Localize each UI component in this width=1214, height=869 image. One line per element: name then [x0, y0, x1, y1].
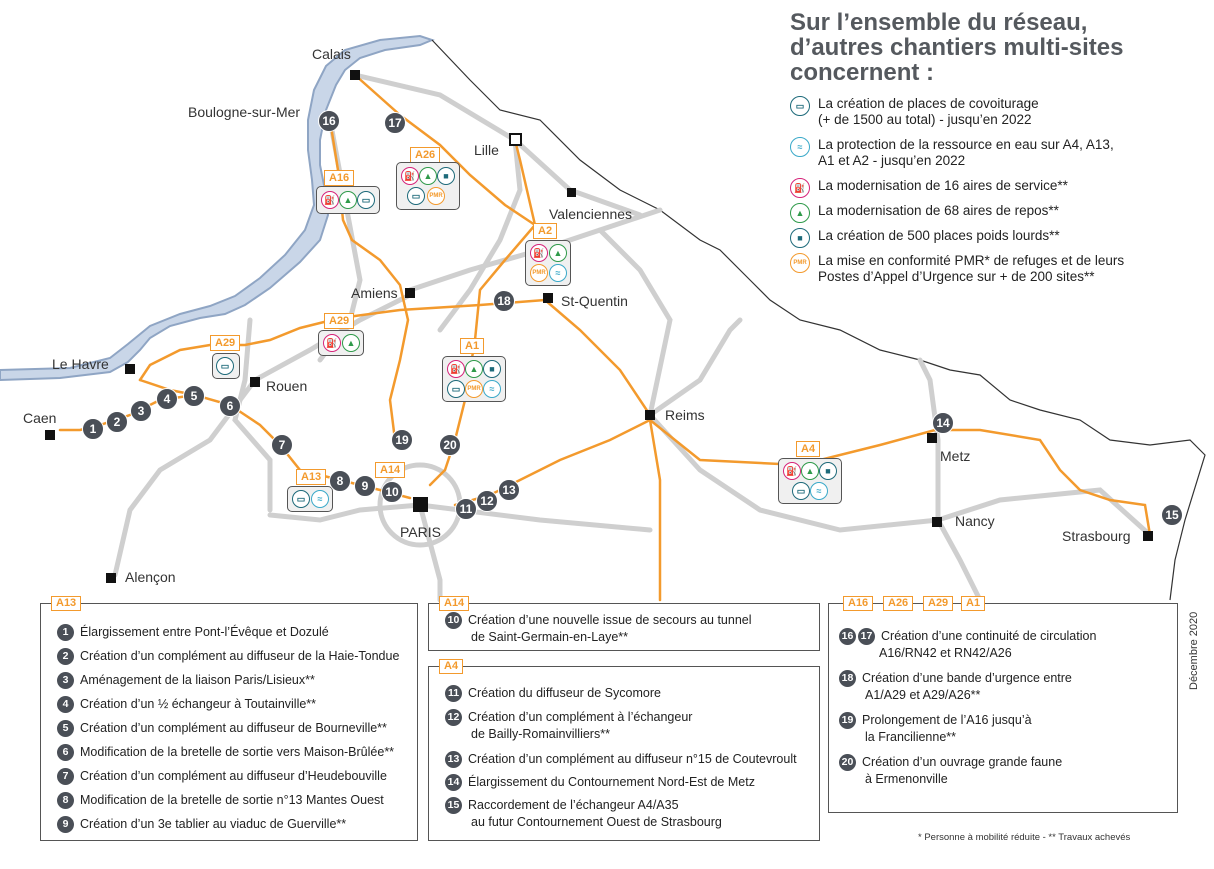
legend-item-rest-areas — [790, 203, 1200, 219]
legend-item-truck-parking — [790, 228, 1200, 244]
city-label-metz: Metz — [940, 448, 971, 464]
truck-icon: ■ — [437, 167, 455, 185]
item-text-cont: la Francilienne** — [865, 730, 957, 745]
fuel-icon: ⛽ — [447, 360, 465, 378]
city-marker-calais — [350, 70, 360, 80]
title-line: d’autres chantiers multi-sites — [790, 34, 1124, 61]
fuel-icon: ⛽ — [783, 462, 801, 480]
item-number: 9 — [57, 816, 74, 833]
item-text: Création du diffuseur de Sycomore — [468, 686, 661, 700]
legend-text: La protection de la ressource en eau sur A4, A13, — [818, 137, 1114, 152]
water-icon: ≈ — [549, 264, 567, 282]
legend-item-carpool — [790, 96, 1200, 128]
panel-tag-a4: A4 — [439, 659, 463, 674]
panel-tag-a1: A1 — [961, 596, 985, 611]
city-label-boulogne: Boulogne-sur-Mer — [188, 104, 301, 120]
city-marker-reims — [645, 410, 655, 420]
item-number: 12 — [445, 709, 462, 726]
tree-icon: ▲ — [419, 167, 437, 185]
map-marker-8: 8 — [329, 470, 351, 492]
city-label-calais: Calais — [312, 46, 351, 62]
legend-item-pmr — [790, 253, 1200, 285]
item-number: 11 — [445, 685, 462, 702]
list-item — [57, 696, 316, 713]
truck-icon: ■ — [790, 228, 810, 248]
map-marker-1: 1 — [82, 418, 104, 440]
item-text-cont: au futur Contournement Ouest de Strasbourg — [471, 815, 722, 830]
city-marker-amiens — [405, 288, 415, 298]
road-tag-a14: A14 — [375, 462, 405, 478]
list-item — [57, 720, 387, 737]
water-icon: ≈ — [311, 490, 329, 508]
icon-box-a29-west — [212, 353, 240, 379]
map-marker-15: 15 — [1161, 504, 1183, 526]
item-text: Création d’un complément au diffuseur de la Haie-Tondue — [80, 649, 400, 663]
item-number: 13 — [445, 751, 462, 768]
item-number: 5 — [57, 720, 74, 737]
item-number: 6 — [57, 744, 74, 761]
item-text: Aménagement de la liaison Paris/Lisieux** — [80, 673, 315, 687]
list-item — [839, 754, 1062, 788]
item-number: 17 — [858, 628, 875, 645]
map-marker-9: 9 — [354, 475, 376, 497]
map-marker-20: 20 — [439, 434, 461, 456]
list-item — [57, 672, 315, 689]
map-marker-11: 11 — [455, 498, 477, 520]
city-label-lille: Lille — [474, 142, 499, 158]
panel-a13 — [40, 597, 418, 841]
item-text: Création d’un complément à l’échangeur — [468, 710, 693, 724]
legend-text: La création de 500 places poids lourds** — [818, 228, 1060, 243]
panel-a14 — [428, 597, 820, 651]
item-number: 10 — [445, 612, 462, 629]
list-item — [445, 685, 661, 702]
map-marker-2: 2 — [106, 411, 128, 433]
city-marker-lehavre — [125, 364, 135, 374]
panel-tag-a29: A29 — [923, 596, 953, 611]
map-marker-14: 14 — [932, 412, 954, 434]
item-number: 14 — [445, 774, 462, 791]
road-tag-a13: A13 — [296, 469, 326, 485]
map-marker-18: 18 — [493, 290, 515, 312]
pmr-icon: PMR — [465, 380, 483, 398]
item-number: 8 — [57, 792, 74, 809]
item-number: 7 — [57, 768, 74, 785]
road-tag-a4: A4 — [796, 441, 820, 457]
tree-icon: ▲ — [801, 462, 819, 480]
city-label-nancy: Nancy — [955, 513, 995, 529]
item-number: 16 — [839, 628, 856, 645]
item-text-cont: à Ermenonville — [865, 772, 948, 787]
car-icon: ▭ — [407, 187, 425, 205]
item-number: 15 — [445, 797, 462, 814]
city-label-amiens: Amiens — [351, 285, 398, 301]
list-item — [839, 628, 1096, 662]
map-marker-17: 17 — [384, 112, 406, 134]
item-text-cont: de Saint-Germain-en-Laye** — [471, 630, 629, 645]
map-marker-19: 19 — [391, 429, 413, 451]
list-item — [57, 744, 394, 761]
fuel-icon: ⛽ — [790, 178, 810, 198]
list-item — [57, 648, 399, 665]
item-text: Élargissement entre Pont-l’Évêque et Dozulé — [80, 625, 329, 639]
fuel-icon: ⛽ — [401, 167, 419, 185]
item-number: 18 — [839, 670, 856, 687]
item-text-cont: A1/A29 et A29/A26** — [865, 688, 981, 703]
legend-text: Postes d’Appel d’Urgence sur + de 200 sites** — [818, 269, 1095, 284]
list-item — [445, 751, 797, 768]
icon-box-a13 — [287, 486, 333, 512]
item-text: Prolongement de l’A16 jusqu’à — [862, 713, 1032, 727]
pmr-icon: PMR — [427, 187, 445, 205]
city-marker-alencon — [106, 573, 116, 583]
water-icon: ≈ — [483, 380, 501, 398]
item-text-cont: A16/RN42 et RN42/A26 — [879, 646, 1012, 661]
footnote: * Personne à mobilité réduite - ** Travaux achevés — [918, 832, 1131, 843]
city-marker-caen — [45, 430, 55, 440]
road-tag-a29-north: A29 — [324, 313, 354, 329]
item-number: 2 — [57, 648, 74, 665]
item-text: Création d’un ½ échangeur à Toutainville** — [80, 697, 317, 711]
city-marker-paris — [413, 497, 428, 512]
panel-tag-a13: A13 — [51, 596, 81, 611]
item-text: Élargissement du Contournement Nord-Est de Metz — [468, 775, 755, 789]
city-marker-strasbourg — [1143, 531, 1153, 541]
fuel-icon: ⛽ — [323, 334, 341, 352]
item-number: 19 — [839, 712, 856, 729]
road-tag-a1: A1 — [460, 338, 484, 354]
item-text: Création d’un complément au diffuseur de Bourneville** — [80, 721, 387, 735]
fuel-icon: ⛽ — [321, 191, 339, 209]
city-marker-lille — [510, 134, 521, 145]
car-icon: ▭ — [216, 357, 234, 375]
legend-text: La modernisation de 68 aires de repos** — [818, 203, 1059, 218]
water-icon: ≈ — [810, 482, 828, 500]
car-icon: ▭ — [790, 96, 810, 116]
city-label-stquentin: St-Quentin — [561, 293, 628, 309]
item-number: 3 — [57, 672, 74, 689]
city-marker-metz — [927, 433, 937, 443]
car-icon: ▭ — [792, 482, 810, 500]
city-label-strasbourg: Strasbourg — [1062, 528, 1131, 544]
map-marker-3: 3 — [130, 400, 152, 422]
list-item — [445, 774, 755, 791]
city-marker-stquentin — [543, 293, 553, 303]
city-label-reims: Reims — [665, 407, 705, 423]
item-text: Création d’une bande d’urgence entre — [862, 671, 1072, 685]
list-item — [57, 792, 384, 809]
panel-a4 — [428, 660, 820, 841]
list-item — [445, 797, 722, 831]
icon-box-a1 — [442, 356, 506, 402]
tree-icon: ▲ — [342, 334, 360, 352]
item-text: Raccordement de l’échangeur A4/A35 — [468, 798, 679, 812]
city-marker-rouen — [250, 377, 260, 387]
icon-box-a29-north — [318, 330, 364, 356]
title-line: concernent : — [790, 59, 935, 86]
truck-icon: ■ — [819, 462, 837, 480]
city-label-valenciennes: Valenciennes — [549, 206, 633, 222]
legend-text: (+ de 1500 au total) - jusqu’en 2022 — [818, 112, 1032, 127]
tree-icon: ▲ — [339, 191, 357, 209]
panel-tag-a26: A26 — [883, 596, 913, 611]
item-text: Création d’une continuité de circulation — [881, 629, 1097, 643]
city-label-lehavre: Le Havre — [52, 356, 109, 372]
item-text: Modification de la bretelle de sortie n°13 Mantes Ouest — [80, 793, 384, 807]
legend-text: La mise en conformité PMR* de refuges et de leurs — [818, 253, 1125, 268]
item-number: 1 — [57, 624, 74, 641]
map-marker-7: 7 — [271, 434, 293, 456]
city-marker-nancy — [932, 517, 942, 527]
fuel-icon: ⛽ — [530, 244, 548, 262]
car-icon: ▭ — [447, 380, 465, 398]
list-item — [445, 612, 752, 646]
item-text: Modification de la bretelle de sortie vers Maison-Brûlée** — [80, 745, 395, 759]
road-tag-a29-west: A29 — [210, 335, 240, 351]
city-label-alencon: Alençon — [125, 569, 176, 585]
list-item — [445, 709, 692, 743]
legend-text: La modernisation de 16 aires de service** — [818, 178, 1068, 193]
car-icon: ▭ — [357, 191, 375, 209]
panel-a16-a26-a29-a1 — [828, 597, 1178, 813]
city-marker-valenciennes — [567, 188, 576, 197]
map-marker-10: 10 — [381, 481, 403, 503]
item-text: Création d’un complément au diffuseur n°15 de Coutevroult — [468, 752, 797, 766]
pmr-icon: PMR — [790, 253, 810, 273]
panel-tag-a14: A14 — [439, 596, 469, 611]
city-label-paris: PARIS — [400, 524, 441, 540]
item-text: Création d’un ouvrage grande faune — [862, 755, 1063, 769]
title-line: Sur l’ensemble du réseau, — [790, 9, 1088, 36]
tree-icon: ▲ — [465, 360, 483, 378]
legend-text: La création de places de covoiturage — [818, 96, 1039, 111]
date-label: Décembre 2020 — [1188, 611, 1200, 690]
list-item — [57, 624, 329, 641]
map-marker-13: 13 — [498, 479, 520, 501]
road-tag-a26: A26 — [410, 147, 440, 163]
list-item — [57, 816, 346, 833]
legend-item-water — [790, 137, 1200, 169]
map-marker-4: 4 — [156, 388, 178, 410]
page-title — [790, 10, 1210, 85]
icon-box-a4 — [778, 458, 842, 504]
road-tag-a2: A2 — [533, 223, 557, 239]
list-item — [57, 768, 387, 785]
item-number: 4 — [57, 696, 74, 713]
icon-box-a2 — [525, 240, 571, 286]
legend — [790, 96, 1200, 294]
tree-icon: ▲ — [790, 203, 810, 223]
icon-box-a26 — [396, 162, 460, 210]
item-number: 20 — [839, 754, 856, 771]
car-icon: ▭ — [292, 490, 310, 508]
icon-box-a16 — [316, 186, 380, 214]
legend-item-service-areas — [790, 178, 1200, 194]
city-label-caen: Caen — [23, 410, 57, 426]
item-text: Création d’une nouvelle issue de secours au tunnel — [468, 613, 752, 627]
item-text-cont: de Bailly-Romainvilliers** — [471, 727, 610, 742]
pmr-icon: PMR — [530, 264, 548, 282]
road-tag-a16: A16 — [324, 170, 354, 186]
map-marker-5: 5 — [183, 385, 205, 407]
list-item — [839, 670, 1072, 704]
map-marker-12: 12 — [476, 490, 498, 512]
item-text: Création d’un 3e tablier au viaduc de Guerville** — [80, 817, 347, 831]
map-marker-6: 6 — [219, 395, 241, 417]
legend-text: A1 et A2 - jusqu’en 2022 — [818, 153, 966, 168]
panel-tag-a16: A16 — [843, 596, 873, 611]
list-item — [839, 712, 1032, 746]
truck-icon: ■ — [483, 360, 501, 378]
city-label-rouen: Rouen — [266, 378, 308, 394]
map-marker-16: 16 — [318, 110, 340, 132]
item-text: Création d’un complément au diffuseur d’Heudebouville — [80, 769, 387, 783]
water-icon: ≈ — [790, 137, 810, 157]
tree-icon: ▲ — [549, 244, 567, 262]
